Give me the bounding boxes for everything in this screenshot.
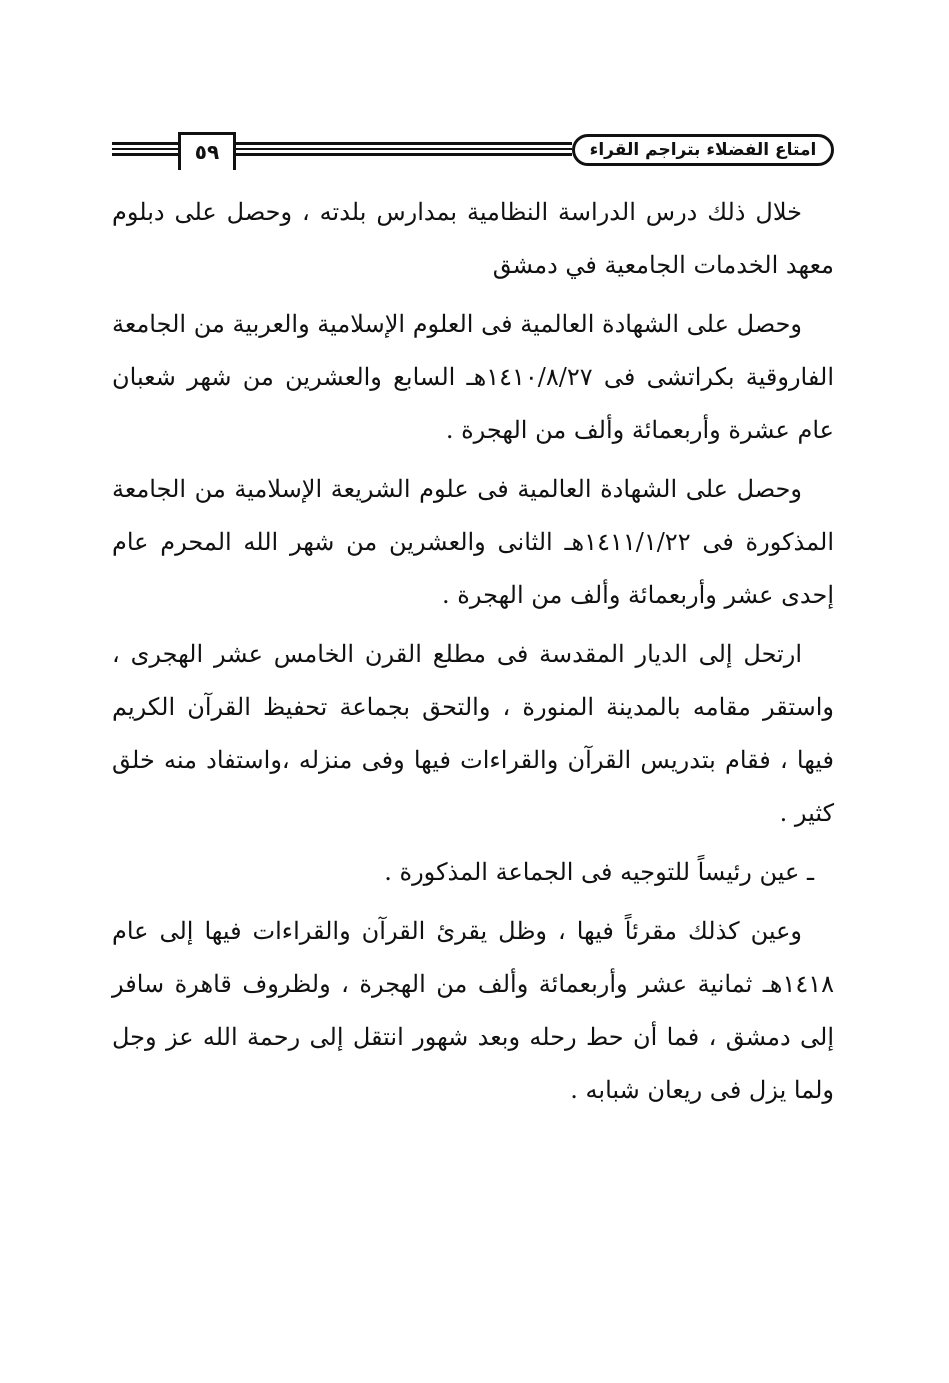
page-body — [112, 186, 834, 1123]
paragraph-sharia-degree: وحصل على الشهادة العالمية فى علوم الشريعة الإسلامية من الجامعة المذكورة فى ١٤١١/١/٢٢هـ الثانى والعشرين من شهر الله المحرم عام إحدى عشر وأربعمائة وألف من الهجرة . — [112, 475, 834, 609]
paragraph-arabic-degree: وحصل على الشهادة العالمية فى العلوم الإسلامية والعربية من الجامعة الفاروقية بكراتشى فى ١٤١٠/٨/٢٧هـ السابع والعشرين من شهر شعبان عام عشرة وأربعمائة وألف من الهجرة . — [112, 310, 834, 444]
page-number: ٥٩ — [178, 132, 236, 170]
paragraph-medina-move: ارتحل إلى الديار المقدسة فى مطلع القرن الخامس عشر الهجرى ، واستقر مقامه بالمدينة المنورة ، والتحق بجماعة تحفيظ القرآن الكريم فيها ، فقام بتدريس القرآن والقراءات فيها وفى منزله ،واستفاد منه خلق كثير . — [112, 640, 834, 827]
paragraph-education-diploma: خلال ذلك درس الدراسة النظامية بمدارس بلدته ، وحصل على دبلوم معهد الخدمات الجامعية في دمشق — [112, 198, 834, 279]
paragraph-appointed-reciter: وعين كذلك مقرئاً فيها ، وظل يقرئ القرآن والقراءات فيها إلى عام ١٤١٨هـ ثمانية عشر وأربعمائة وألف من الهجرة ، ولظروف قاهرة سافر إلى دمشق ، فما أن حط رحله وبعد شهور انتقل إلى رحمة الله عز وجل ولما يزل فى ريعان شبابه . — [112, 917, 834, 1104]
book-title: امتاع الفضلاء بتراجم القراء — [572, 134, 834, 166]
paragraph-appointed-head: ـ عين رئيساً للتوجيه فى الجماعة المذكورة . — [384, 858, 814, 886]
running-header — [112, 132, 834, 174]
